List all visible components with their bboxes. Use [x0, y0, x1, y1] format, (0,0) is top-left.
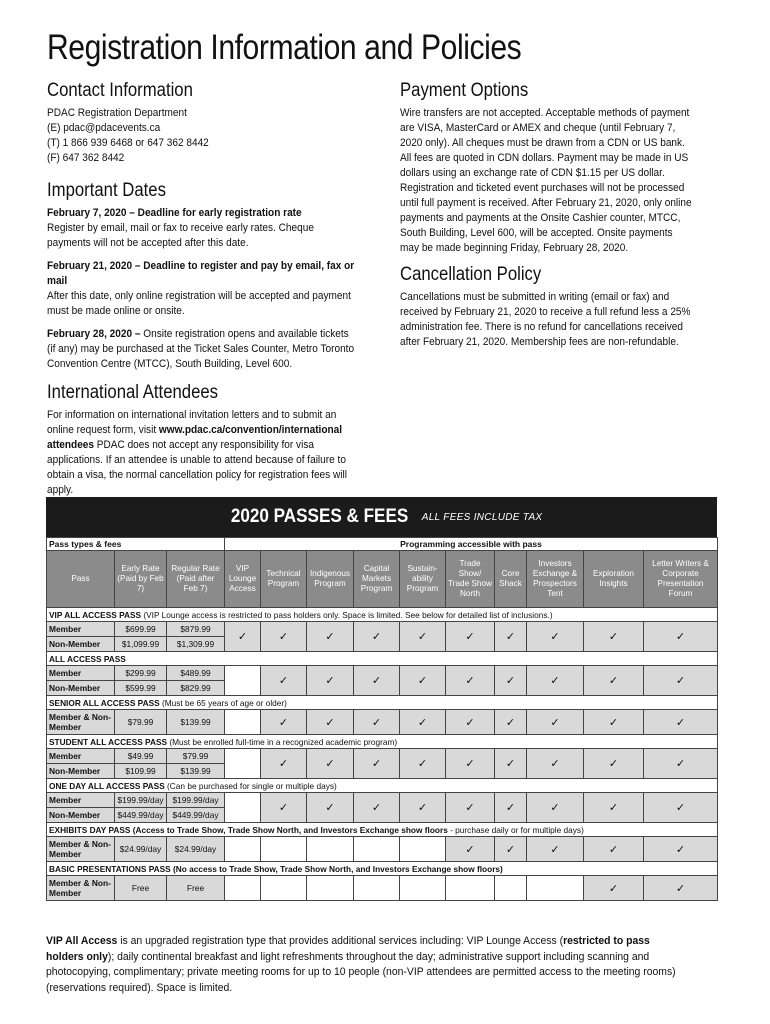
section-row — [47, 823, 718, 837]
check-icon: ✓ — [354, 793, 400, 823]
member-type-label: Member — [47, 622, 115, 637]
check-icon: ✓ — [495, 710, 527, 735]
section-title — [47, 696, 718, 710]
section-row — [47, 862, 718, 876]
check-icon: ✓ — [261, 666, 307, 696]
date-3-deadline: February 28, 2020 – — [47, 328, 141, 340]
column-header: Exploration Insights — [584, 551, 644, 608]
check-icon: ✓ — [644, 793, 718, 823]
regular-rate-cell: $489.99 — [167, 666, 225, 681]
check-icon: ✓ — [400, 793, 446, 823]
contact-heading: Contact Information — [47, 80, 193, 101]
check-icon: ✓ — [584, 710, 644, 735]
member-type-label: Non-Member — [47, 764, 115, 779]
pass-types-header: Pass types & fees — [47, 538, 225, 551]
section-pass-name: EXHIBITS DAY PASS (Access to Trade Show, Trade Show North, and Investors Exchange show floors — [49, 824, 448, 835]
section-note: (Can be purchased for single or multiple days) — [164, 780, 337, 791]
dates-heading: Important Dates — [47, 180, 166, 201]
check-icon: ✓ — [446, 710, 495, 735]
regular-rate-cell: $199.99/day — [167, 793, 225, 808]
early-rate-cell: $299.99 — [115, 666, 167, 681]
section-pass-name: SENIOR ALL ACCESS PASS — [49, 697, 160, 708]
fee-row — [47, 710, 718, 735]
check-icon: ✓ — [446, 666, 495, 696]
section-pass-name: ONE DAY ALL ACCESS PASS — [49, 780, 165, 791]
check-icon: ✓ — [495, 793, 527, 823]
check-icon: ✓ — [527, 666, 584, 696]
empty-cell — [225, 837, 261, 862]
check-icon: ✓ — [446, 749, 495, 779]
fee-row — [47, 749, 718, 764]
contact-line: PDAC Registration Department — [47, 107, 187, 119]
check-icon: ✓ — [446, 837, 495, 862]
check-icon: ✓ — [400, 749, 446, 779]
section-pass-name: VIP ALL ACCESS PASS — [49, 609, 142, 620]
check-icon: ✓ — [584, 749, 644, 779]
empty-cell — [225, 710, 261, 735]
early-rate-cell: $109.99 — [115, 764, 167, 779]
check-icon: ✓ — [354, 749, 400, 779]
regular-rate-cell: $24.99/day — [167, 837, 225, 862]
section-pass-name: STUDENT ALL ACCESS PASS — [49, 736, 168, 747]
regular-rate-cell: $139.99 — [167, 764, 225, 779]
fee-row — [47, 622, 718, 637]
member-type-label: Member — [47, 749, 115, 764]
date-block-1 — [47, 206, 358, 251]
section-title — [47, 608, 718, 622]
column-header: Capital Markets Program — [354, 551, 400, 608]
check-icon: ✓ — [261, 749, 307, 779]
fee-row — [47, 876, 718, 901]
regular-rate-cell: $79.99 — [167, 749, 225, 764]
check-icon: ✓ — [307, 710, 354, 735]
payment-heading: Payment Options — [400, 80, 529, 101]
check-icon: ✓ — [527, 622, 584, 652]
check-icon: ✓ — [307, 622, 354, 652]
international-text — [47, 408, 358, 498]
regular-rate-cell: $139.99 — [167, 710, 225, 735]
page-title: Registration Information and Policies — [47, 28, 522, 67]
empty-cell — [400, 837, 446, 862]
column-header: Pass — [47, 551, 115, 608]
section-note: (VIP Lounge access is restricted to pass holders only. Space is limited. See below for detailed list of inclusions.) — [141, 609, 553, 620]
section-note: (Must be enrolled full-time in a recognized academic program) — [167, 736, 398, 747]
check-icon: ✓ — [354, 622, 400, 652]
check-icon: ✓ — [644, 622, 718, 652]
check-icon: ✓ — [644, 710, 718, 735]
early-rate-cell: $24.99/day — [115, 837, 167, 862]
empty-cell — [225, 793, 261, 823]
column-header: Regular Rate (Paid after Feb 7) — [167, 551, 225, 608]
check-icon: ✓ — [400, 622, 446, 652]
early-rate-cell: $699.99 — [115, 622, 167, 637]
empty-cell — [225, 666, 261, 696]
member-type-label: Member & Non-Member — [47, 837, 115, 862]
empty-cell — [354, 876, 400, 901]
empty-cell — [495, 876, 527, 901]
column-header: Sustain-ability Program — [400, 551, 446, 608]
date-block-3 — [47, 327, 358, 372]
check-icon: ✓ — [400, 666, 446, 696]
section-row — [47, 779, 718, 793]
regular-rate-cell: $449.99/day — [167, 808, 225, 823]
check-icon: ✓ — [644, 876, 718, 901]
check-icon: ✓ — [400, 710, 446, 735]
date-1-deadline: February 7, 2020 – Deadline for early registration rate — [47, 207, 302, 219]
check-icon: ✓ — [261, 793, 307, 823]
contact-fax: (F) 647 362 8442 — [47, 152, 125, 164]
check-icon: ✓ — [225, 622, 261, 652]
check-icon: ✓ — [584, 666, 644, 696]
international-link[interactable]: www.pdac.ca/convention/international attendees — [47, 424, 343, 451]
check-icon: ✓ — [495, 666, 527, 696]
regular-rate-cell: $829.99 — [167, 681, 225, 696]
section-title — [47, 862, 718, 876]
check-icon: ✓ — [527, 793, 584, 823]
empty-cell — [261, 837, 307, 862]
check-icon: ✓ — [261, 710, 307, 735]
check-icon: ✓ — [527, 749, 584, 779]
check-icon: ✓ — [446, 622, 495, 652]
empty-cell — [527, 876, 584, 901]
check-icon: ✓ — [495, 749, 527, 779]
fees-subtitle: ALL FEES INCLUDE TAX — [421, 511, 543, 523]
member-type-label: Member — [47, 666, 115, 681]
check-icon: ✓ — [644, 749, 718, 779]
date-3-text: Onsite registration opens and available tickets (if any) may be purchased at the Ticket Sales Counter, Metro Toronto Convention Centre (MTCC), South Building, Level 600. — [47, 328, 355, 370]
column-header: Trade Show/ Trade Show North — [446, 551, 495, 608]
check-icon: ✓ — [495, 622, 527, 652]
check-icon: ✓ — [446, 793, 495, 823]
early-rate-cell: $1,099.99 — [115, 637, 167, 652]
international-text-2: PDAC does not accept any responsibility for visa applications. If an attendee is unable to attend because of failure to obtain a visa, the normal cancellation policy for registration fees will apply. — [47, 439, 347, 496]
section-row — [47, 652, 718, 666]
fees-table — [46, 537, 718, 901]
member-type-label: Non-Member — [47, 637, 115, 652]
payment-text: Wire transfers are not accepted. Acceptable methods of payment are VISA, MasterCard or AMEX and cheque (until February 7, 2020 only). All cheques must be drawn from a CDN or US bank. All fees are quoted in CDN dollars. Payment may be made in US dollars using an exchange rate of CDN $1.15 per US dollar. Registration and ticketed event purchases will not be processed until full payment is received. After February 21, 2020, only online payments and payments at the Onsite Cashier counter, MTCC, South Building, Level 600, will be accepted. Onsite payments may be made beginning Friday, February 28, 2020. — [400, 107, 692, 254]
regular-rate-cell: $1,309.99 — [167, 637, 225, 652]
early-rate-cell: $449.99/day — [115, 808, 167, 823]
early-rate-cell: $599.99 — [115, 681, 167, 696]
section-title — [47, 823, 718, 837]
footer-bold-1: VIP All Access — [46, 935, 118, 947]
column-header: Indigenous Program — [307, 551, 354, 608]
early-rate-cell: $49.99 — [115, 749, 167, 764]
column-header: Core Shack — [495, 551, 527, 608]
empty-cell — [354, 837, 400, 862]
left-column — [47, 80, 392, 498]
section-row — [47, 696, 718, 710]
fee-row — [47, 666, 718, 681]
fees-title: 2020 PASSES & FEES — [230, 506, 408, 527]
check-icon: ✓ — [307, 749, 354, 779]
section-pass-name: BASIC PRESENTATIONS PASS (No access to Trade Show, Trade Show North, and Investors Exchange show floors) — [49, 863, 503, 874]
check-icon: ✓ — [584, 622, 644, 652]
programming-header: Programming accessible with pass — [225, 538, 718, 551]
section-row — [47, 608, 718, 622]
vip-footer-note — [46, 934, 678, 996]
column-header: VIP Lounge Access — [225, 551, 261, 608]
empty-cell — [307, 837, 354, 862]
member-type-label: Member & Non-Member — [47, 710, 115, 735]
column-header: Letter Writers & Corporate Presentation Forum — [644, 551, 718, 608]
empty-cell — [261, 876, 307, 901]
date-2-deadline: February 21, 2020 – Deadline to register and pay by email, fax or mail — [47, 260, 355, 287]
column-header: Technical Program — [261, 551, 307, 608]
check-icon: ✓ — [584, 793, 644, 823]
section-title — [47, 652, 718, 666]
early-rate-cell: $79.99 — [115, 710, 167, 735]
column-header: Investors Exchange & Prospectors Tent — [527, 551, 584, 608]
empty-cell — [400, 876, 446, 901]
section-row — [47, 735, 718, 749]
cancellation-text: Cancellations must be submitted in writing (email or fax) and received by February 21, 2020 to receive a full refund less a 25% administration fee. There is no refund for cancellations received after February 21, 2020. Membership fees are non-refundable. — [400, 291, 691, 348]
check-icon: ✓ — [584, 837, 644, 862]
contact-lines — [47, 106, 358, 166]
check-icon: ✓ — [307, 793, 354, 823]
section-pass-name: ALL ACCESS PASS — [49, 653, 126, 664]
section-note: - purchase daily or for multiple days) — [447, 824, 584, 835]
check-icon: ✓ — [644, 666, 718, 696]
check-icon: ✓ — [527, 837, 584, 862]
check-icon: ✓ — [527, 710, 584, 735]
member-type-label: Non-Member — [47, 681, 115, 696]
regular-rate-cell: $879.99 — [167, 622, 225, 637]
check-icon: ✓ — [584, 876, 644, 901]
check-icon: ✓ — [644, 837, 718, 862]
check-icon: ✓ — [354, 710, 400, 735]
check-icon: ✓ — [307, 666, 354, 696]
section-title — [47, 779, 718, 793]
fee-row — [47, 793, 718, 808]
early-rate-cell: $199.99/day — [115, 793, 167, 808]
section-note: (Must be 65 years of age or older) — [159, 697, 287, 708]
check-icon: ✓ — [354, 666, 400, 696]
early-rate-cell: Free — [115, 876, 167, 901]
international-text-1: For information on international invitation letters and to submit an online request form, visit — [47, 409, 337, 436]
check-icon: ✓ — [495, 837, 527, 862]
date-2-text: After this date, only online registration will be accepted and payment must be made online or onsite. — [47, 290, 351, 317]
regular-rate-cell: Free — [167, 876, 225, 901]
footer-text-2: ); daily continental breakfast and light refreshments throughout the day; administrative support including scanning and photocopying, complimentary; private meeting rooms for up to 10 people (non-VIP attendees are permitted access to the meeting rooms) (reservations required). Space is limited. — [46, 950, 676, 994]
fee-row — [47, 837, 718, 862]
date-1-text: Register by email, mail or fax to receive early rates. Cheque payments will not be accepted after this date. — [47, 222, 314, 249]
right-column — [400, 80, 725, 350]
member-type-label: Member — [47, 793, 115, 808]
empty-cell — [446, 876, 495, 901]
member-type-label: Non-Member — [47, 808, 115, 823]
contact-phone: (T) 1 866 939 6468 or 647 362 8442 — [47, 137, 209, 149]
section-title — [47, 735, 718, 749]
cancellation-heading: Cancellation Policy — [400, 264, 542, 285]
fees-table-container — [46, 497, 717, 901]
empty-cell — [225, 876, 261, 901]
column-header: Early Rate (Paid by Feb 7) — [115, 551, 167, 608]
date-block-2 — [47, 259, 358, 319]
footer-text-1: is an upgraded registration type that provides additional services including: VIP Lounge Access ( — [117, 935, 564, 947]
check-icon: ✓ — [261, 622, 307, 652]
footer-bold-2: restricted to pass holders only — [46, 935, 650, 963]
empty-cell — [225, 749, 261, 779]
contact-email[interactable]: (E) pdac@pdacevents.ca — [47, 122, 161, 134]
empty-cell — [307, 876, 354, 901]
international-heading: International Attendees — [47, 382, 219, 403]
fees-header — [46, 497, 717, 537]
member-type-label: Member & Non-Member — [47, 876, 115, 901]
